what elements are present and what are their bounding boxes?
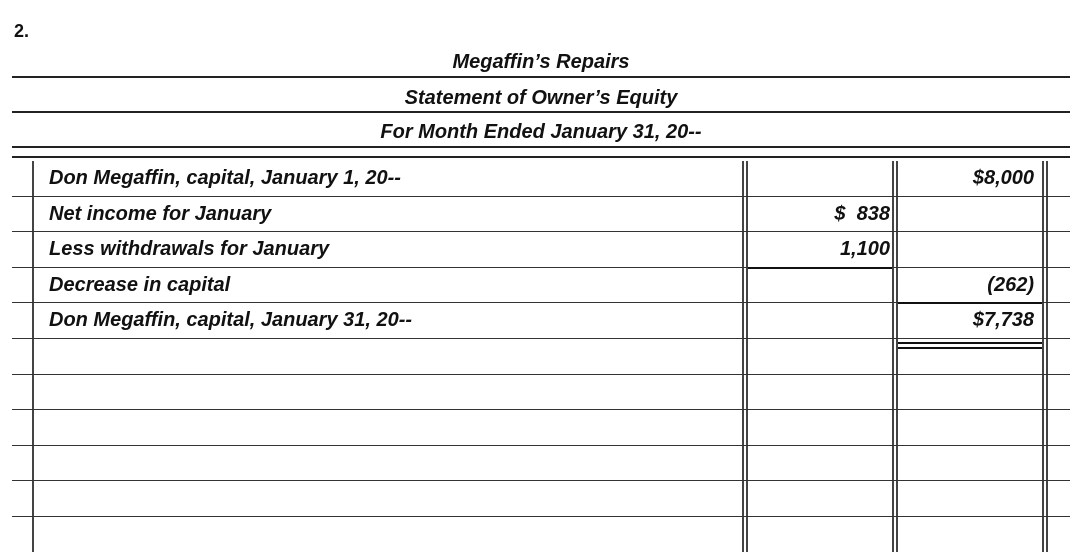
row-description: Net income for January [49,202,272,225]
heading-divider [12,156,1070,158]
heading-divider [12,146,1070,148]
row-description: Decrease in capital [49,273,231,296]
table-row [12,197,1070,233]
company-name: Megaffin’s Repairs [452,51,630,73]
row-description: Don Megaffin, capital, January 1, 20-- [49,167,401,189]
row-description: Less withdrawals for January [49,238,330,261]
table-row [12,481,1070,517]
problem-number: 2. [14,21,30,41]
row-amount-col2: $7,738 [972,309,1034,332]
table-row [12,375,1070,411]
row-description: Don Megaffin, capital, January 31, 20-- [49,309,413,332]
table-row [12,339,1070,375]
total-underline [898,302,1042,304]
heading-divider [12,76,1070,78]
table-row [12,232,1070,268]
heading-divider [12,111,1070,113]
row-amount-col1: $ 838 [834,202,890,225]
row-amount-col2: (262) [987,273,1034,296]
ledger-table [12,161,1070,552]
table-row [12,410,1070,446]
double-underline-top [898,342,1042,344]
row-amount-col2: $8,000 [972,167,1034,189]
table-row [12,446,1070,482]
statement-title: Statement of Owner’s Equity [404,87,678,109]
double-underline-bottom [898,347,1042,349]
table-row [12,161,1070,197]
row-amount-col1: 1,100 [839,238,890,261]
table-row [12,303,1070,339]
table-row [12,268,1070,304]
period-line: For Month Ended January 31, 20-- [380,121,702,143]
single-underline [748,267,892,269]
